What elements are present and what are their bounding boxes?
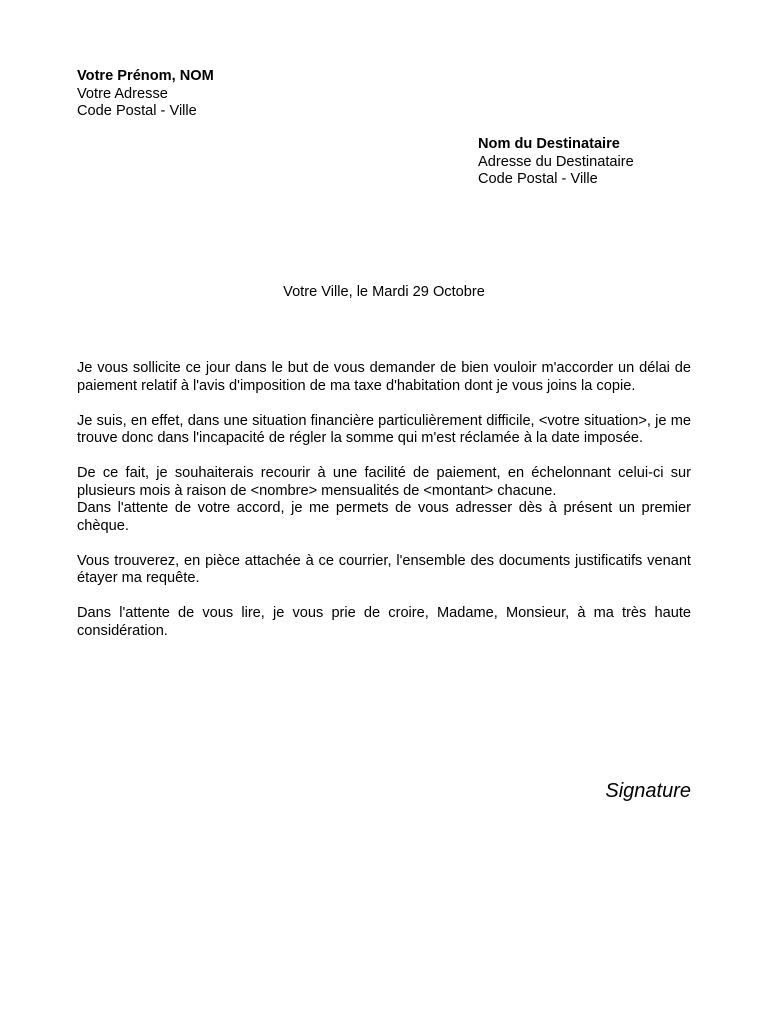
signature: Signature (605, 780, 691, 802)
recipient-city: Code Postal - Ville (478, 171, 598, 187)
date-line: Votre Ville, le Mardi 29 Octobre (283, 284, 485, 300)
sender-block (77, 68, 214, 121)
recipient-name: Nom du Destinataire (478, 136, 620, 152)
paragraph-attachments: Vous trouverez, en pièce attachée à ce courrier, l'ensemble des documents justificatifs venant étayer ma requête. (77, 552, 691, 586)
paragraph-payment-plan: De ce fait, je souhaiterais recourir à une facilité de paiement, en échelonnant celui-ci sur plusieurs mois à raison de <nombre> mensualités de <montant> chacune. (77, 465, 691, 499)
sender-address: Votre Adresse (77, 85, 168, 102)
paragraph-first-check: Dans l'attente de votre accord, je me permets de vous adresser dès à présent un premier chèque. (77, 500, 691, 534)
sender-name: Votre Prénom, NOM (77, 68, 214, 84)
paragraph-request: Je vous sollicite ce jour dans le but de vous demander de bien vouloir m'accorder un délai de paiement relatif à l'avis d'imposition de ma taxe d'habitation dont je vous joins la copie. (77, 360, 691, 394)
letter-body (77, 360, 691, 658)
paragraph-situation: Je suis, en effet, dans une situation financière particulièrement difficile, <votre situation>, je me trouve donc dans l'incapacité de régler la somme qui m'est réclamée à la date imposée. (77, 412, 691, 446)
recipient-address: Adresse du Destinataire (478, 153, 634, 170)
paragraph-closing: Dans l'attente de vous lire, je vous prie de croire, Madame, Monsieur, à ma très haute considération. (77, 605, 691, 639)
sender-city: Code Postal - Ville (77, 103, 197, 119)
recipient-block (478, 136, 634, 189)
